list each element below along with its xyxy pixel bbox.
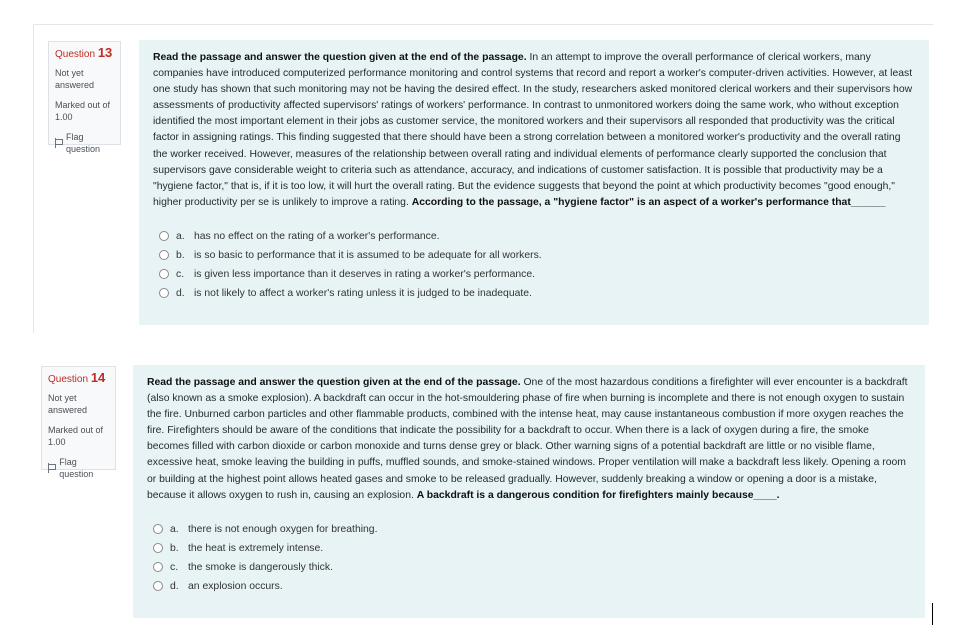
radio-button[interactable] <box>159 250 169 260</box>
top-divider <box>33 24 933 25</box>
question-14-info <box>41 366 116 479</box>
question-state: Not yet answered <box>55 68 95 90</box>
question-grade: Marked out of 1.00 <box>55 100 111 122</box>
radio-button[interactable] <box>159 288 169 298</box>
answer-options <box>153 227 915 303</box>
answer-option-a[interactable]: a. there is not enough oxygen for breathing. <box>147 520 911 539</box>
question-number: Question 13 <box>55 45 113 60</box>
answer-option-c[interactable]: c. is given less importance than it deserves in rating a worker's performance. <box>153 265 915 284</box>
radio-button[interactable] <box>153 543 163 553</box>
radio-button[interactable] <box>153 562 163 572</box>
answer-option-d[interactable]: d. an explosion occurs. <box>147 577 911 596</box>
question-text <box>147 375 911 504</box>
question-intro: Read the passage and answer the question given at the end of the passage. <box>147 377 521 388</box>
answer-option-b[interactable]: b. is so basic to performance that it is assumed to be adequate for all workers. <box>153 246 915 265</box>
question-14-content <box>133 365 925 618</box>
question-passage: One of the most hazardous conditions a firefighter will ever encounter is a backdraft (also known as a smoke explosion). A backdraft can occur in the hot-smouldering phase of fire when burning is incomplete and there is not enough oxygen to sustain the fire. Unburned carbon particles and other flammable products, combined with the intense heat, may cause instantaneous combustion if more oxygen reaches the fire. Firefighters should be aware of the conditions that indicate the possibility for a backdraft to occur. When there is a lack of oxygen during a fire, the smoke becomes filled with carbon dioxide or carbon monoxide and turns dense grey or black. Other warning signs of a potential backdraft are little or no visible flame, excessive heat, smoke leaving the building in puffs, muffled sounds, and smoke-stained windows. Proper ventilation will make a backdraft less likely. Opening a room or building at the highest point allows heated gases and smoke to be released gradually. However, suddenly breaking a window or opening a door is a mistake, because it allows oxygen to rush in, causing an explosion. <box>147 377 908 501</box>
question-number: Question 14 <box>48 370 106 385</box>
answer-options <box>147 520 911 596</box>
question-grade: Marked out of 1.00 <box>48 425 104 447</box>
question-intro: Read the passage and answer the question given at the end of the passage. <box>153 52 527 63</box>
flag-icon <box>55 138 63 148</box>
flag-icon <box>48 463 56 473</box>
question-prompt: According to the passage, a "hygiene factor" is an aspect of a worker's performance that______ <box>411 196 886 208</box>
question-state: Not yet answered <box>48 393 88 415</box>
answer-option-b[interactable]: b. the heat is extremely intense. <box>147 539 911 558</box>
flag-question-label: Flag question <box>66 132 101 154</box>
answer-option-d[interactable]: d. is not likely to affect a worker's rating unless it is judged to be inadequate. <box>153 284 915 303</box>
radio-button[interactable] <box>153 581 163 591</box>
question-13-content <box>139 40 929 325</box>
question-prompt: A backdraft is a dangerous condition for firefighters mainly because____. <box>416 489 780 501</box>
question-text <box>153 50 915 211</box>
answer-option-c[interactable]: c. the smoke is dangerously thick. <box>147 558 911 577</box>
radio-button[interactable] <box>159 231 169 241</box>
question-13-frame <box>33 25 34 333</box>
flag-question-button[interactable] <box>55 131 114 155</box>
question-13-info <box>48 41 121 154</box>
question-passage: In an attempt to improve the overall performance of clerical workers, many companies have introduced computerized performance monitoring and control systems that record and report a worker's computer-driven activities. However, at least one study has shown that such monitoring may not be having the desired effect. In the study, researchers asked monitored clerical workers and their supervisors how assessments of productivity affected supervisors' ratings of workers' performance. In contrast to unmonitored workers doing the same work, who without exception identified the most important element in their jobs as customer service, the monitored workers and their supervisors all responded that productivity was the critical factor in assigning ratings. This finding suggested that there should have been a strong correlation between a monitored worker's productivity and the overall rating the worker received. However, measures of the relationship between overall rating and individual elements of performance clearly supported the conclusion that supervisors gave considerable weight to criteria such as attendance, accuracy, and indications of customer satisfaction. It is possible that productivity may be a "hygiene factor," that is, if it is too low, it will hurt the overall rating. But the evidence suggests that beyond the point at which productivity becomes "good enough," higher productivity per se is unlikely to improve a rating. <box>153 52 913 208</box>
flag-question-button[interactable] <box>48 456 109 480</box>
radio-button[interactable] <box>159 269 169 279</box>
flag-question-label: Flag question <box>59 457 94 479</box>
radio-button[interactable] <box>153 524 163 534</box>
answer-option-a[interactable]: a. has no effect on the rating of a worker's performance. <box>153 227 915 246</box>
text-cursor <box>932 603 933 625</box>
